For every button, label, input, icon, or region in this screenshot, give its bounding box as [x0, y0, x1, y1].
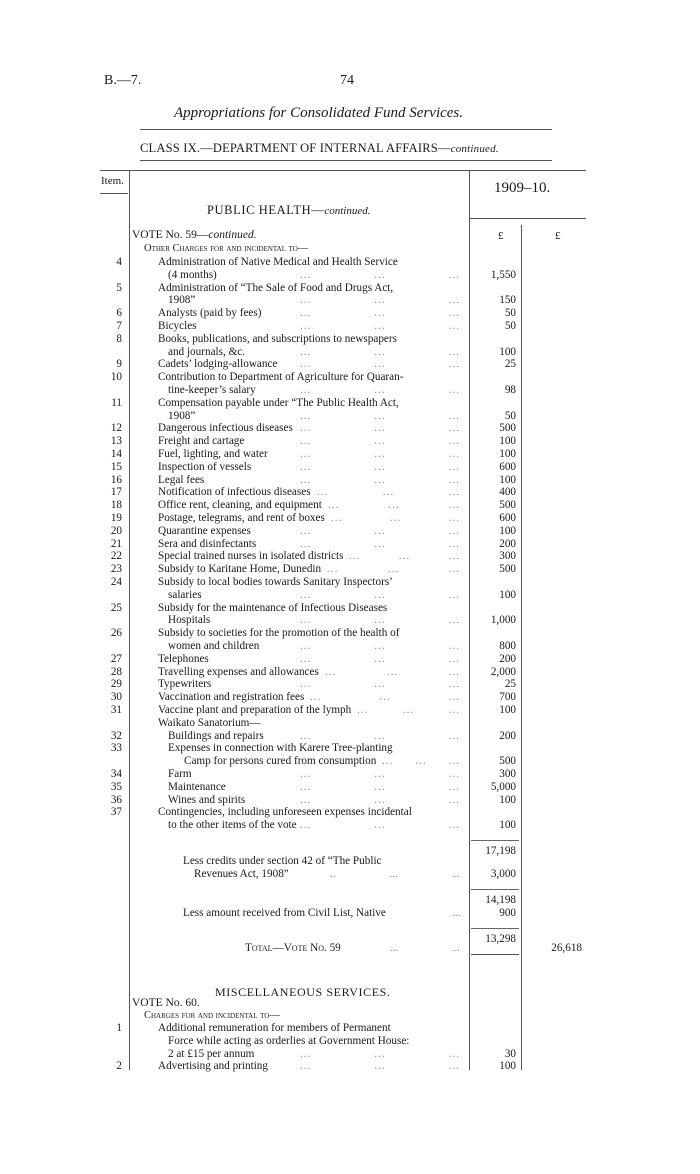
table-row — [0, 461, 700, 474]
table-row — [0, 627, 700, 640]
dot-leader: ... ... ... — [300, 614, 460, 627]
class-continued: continued. — [450, 143, 499, 155]
item-number: 26 — [110, 627, 122, 640]
item-description: (4 months) — [168, 268, 217, 281]
item-number: 19 — [110, 512, 122, 524]
less-civil-list-label: Less amount received from Civil List, Native — [183, 907, 386, 919]
dot-leader: ... ... ... — [300, 640, 460, 652]
table-row — [0, 346, 700, 359]
report-reference: B.—7. — [104, 73, 142, 88]
page-number: 74 — [340, 73, 354, 88]
dot-leader: ... ... ... — [300, 345, 460, 358]
item-description: Additional remuneration for members of Permanent — [158, 1022, 391, 1034]
item-description: Administration of “The Sale of Food and Drugs Act, — [158, 281, 394, 294]
year-header-rule — [469, 218, 586, 219]
item-number: 23 — [110, 563, 122, 576]
item-description: women and children — [168, 640, 260, 652]
subtotal-rule — [471, 889, 519, 890]
vote-title: VOTE No. 59— — [132, 229, 209, 241]
dot-leader: ... ... ... — [328, 499, 460, 512]
dot-leader: ... ... ... — [325, 665, 460, 678]
item-number: 11 — [111, 396, 122, 409]
dot-leader: ... ... ... — [300, 384, 460, 396]
item-number: 14 — [110, 448, 122, 460]
item-description: 1908” — [168, 409, 196, 422]
dot-leader: ... ... ... — [300, 422, 460, 435]
item-amount: 300 — [499, 550, 516, 563]
item-description: Subsidy to societies for the promotion of the health of — [158, 627, 400, 640]
item-amount: 500 — [499, 499, 516, 512]
item-number: 25 — [110, 601, 122, 614]
item-description: Administration of Native Medical and Health Service — [158, 256, 398, 268]
less-credits-label: Less credits under section 42 of “The Public — [183, 855, 382, 867]
dot-leader: ... ... ... — [300, 435, 460, 448]
item-number: 7 — [116, 320, 122, 332]
item-description: Travelling expenses and allowances — [158, 665, 319, 678]
table-row — [0, 1060, 700, 1073]
item-amount: 1,000 — [490, 614, 516, 627]
item-amount: 100 — [499, 448, 516, 460]
subtotal-amount: 17,198 — [485, 845, 516, 857]
section-heading-public-health — [207, 203, 370, 218]
item-description: Expenses in connection with Karere Tree-planting — [168, 742, 393, 755]
table-row — [0, 538, 700, 551]
less-civil-list-amount: 900 — [499, 907, 516, 919]
dot-leader: ... ... ... — [357, 704, 460, 716]
class-heading — [140, 141, 499, 156]
currency-symbol: £ — [498, 230, 504, 242]
table-row — [0, 269, 700, 282]
item-number: 9 — [116, 358, 122, 371]
item-amount: 100 — [499, 524, 516, 537]
divider — [140, 129, 552, 130]
item-description: Analysts (paid by fees) — [158, 307, 262, 320]
dot-leader: ... ... ... — [300, 537, 460, 550]
table-row — [0, 358, 700, 371]
item-description: Notification of infectious diseases — [158, 486, 311, 499]
table-row — [0, 294, 700, 307]
item-description: Postage, telegrams, and rent of boxes — [158, 512, 325, 524]
item-description: Vaccination and registration fees — [158, 691, 305, 704]
dot-leader: ... ... ... — [300, 358, 460, 371]
item-amount: 200 — [499, 652, 516, 665]
dot-leader: ... ... ... — [300, 409, 460, 422]
item-amount: 100 — [499, 345, 516, 358]
item-description: salaries — [168, 588, 202, 601]
table-row — [0, 1022, 700, 1035]
item-number: 31 — [110, 704, 122, 716]
table-row — [0, 717, 700, 730]
table-row — [0, 653, 700, 666]
table-row — [0, 576, 700, 589]
dot-leader: ... ... ... — [310, 691, 460, 704]
item-amount: 100 — [499, 473, 516, 486]
item-amount: 25 — [504, 358, 516, 371]
item-number: 35 — [110, 780, 122, 793]
table-row — [0, 448, 700, 461]
item-header-rule — [100, 193, 128, 194]
item-description: Farm — [168, 768, 192, 780]
dot-leader: ... ... ... — [300, 588, 460, 601]
item-description: Contribution to Department of Agriculture for Quaran- — [158, 371, 404, 384]
item-description: Freight and cartage — [158, 435, 245, 448]
vote-60-label: VOTE No. 60. — [132, 997, 200, 1009]
item-description: Office rent, cleaning, and equipment — [158, 499, 322, 512]
item-number: 8 — [116, 332, 122, 345]
item-description: Compensation payable under “The Public Health Act, — [158, 396, 399, 409]
item-description: Quarantine expenses — [158, 524, 251, 537]
item-amount: 300 — [499, 768, 516, 780]
vote-59-label — [132, 229, 257, 241]
item-number: 15 — [110, 460, 122, 473]
table-row — [0, 397, 700, 410]
table-row — [0, 435, 700, 448]
item-description: tine-keeper’s salary — [168, 384, 256, 396]
table-row — [0, 1035, 700, 1048]
table-row — [0, 640, 700, 653]
table-row — [0, 563, 700, 576]
table-row — [0, 525, 700, 538]
dot-leader: ... ... ... — [349, 550, 460, 563]
table-row — [0, 730, 700, 743]
dot-leader: ... ... ... — [327, 563, 460, 576]
dot-leader: .. ... ... — [330, 868, 460, 880]
page-title: Appropriations for Consolidated Fund Services. — [174, 105, 464, 121]
item-amount: 5,000 — [490, 780, 516, 793]
item-amount: 100 — [499, 435, 516, 448]
item-number: 22 — [110, 550, 122, 563]
item-description: and journals, &c. — [168, 345, 246, 358]
table-row — [0, 486, 700, 499]
item-description: Wines and spirits — [168, 793, 246, 806]
table-row — [0, 282, 700, 295]
charges-heading: Charges for and incidental to— — [144, 1010, 280, 1021]
table-row — [0, 307, 700, 320]
table-row — [0, 704, 700, 717]
dot-leader: ... ... ... — [300, 1047, 460, 1060]
item-description: 2 at £15 per annum — [168, 1047, 255, 1060]
less-credits-amount: 3,000 — [490, 868, 516, 880]
item-number: 21 — [110, 537, 122, 550]
item-number: 18 — [110, 499, 122, 512]
item-amount: 1,550 — [490, 268, 516, 281]
item-amount: 100 — [499, 819, 516, 832]
table-row — [0, 781, 700, 794]
item-amount: 500 — [499, 422, 516, 435]
item-description: Inspection of vessels — [158, 460, 252, 473]
subtotal-amount: 14,198 — [485, 894, 516, 906]
class-title: CLASS IX.—DEPARTMENT OF INTERNAL AFFAIRS— — [140, 141, 451, 155]
item-description: Hospitals — [168, 614, 211, 627]
item-description: Fuel, lighting, and water — [158, 448, 268, 460]
item-description: Buildings and repairs — [168, 729, 264, 742]
table-top-rule — [100, 170, 586, 171]
item-amount: 100 — [499, 1060, 516, 1073]
dot-leader: ... ... ... — [382, 755, 460, 768]
item-column-header: Item. — [101, 175, 124, 187]
item-description: Telephones — [158, 652, 209, 665]
table-row — [0, 333, 700, 346]
table-row — [0, 320, 700, 333]
item-amount: 400 — [499, 486, 516, 499]
vote-continued: continued. — [208, 229, 257, 241]
item-amount: 600 — [499, 460, 516, 473]
table-row — [0, 755, 700, 768]
item-number: 16 — [110, 473, 122, 486]
item-number: 27 — [110, 652, 122, 665]
item-description: Books, publications, and subscriptions to newspapers — [158, 332, 397, 345]
table-row — [0, 256, 700, 269]
item-description: Maintenance — [168, 780, 226, 793]
item-amount: 50 — [504, 307, 516, 320]
table-row — [0, 614, 700, 627]
item-number: 5 — [116, 281, 122, 294]
item-amount: 500 — [499, 563, 516, 576]
subtotal-rule — [471, 840, 519, 841]
item-amount: 150 — [499, 294, 516, 307]
item-amount: 50 — [504, 320, 516, 332]
dot-leader: ... ... ... — [300, 780, 460, 793]
item-amount: 50 — [504, 409, 516, 422]
item-number: 13 — [110, 435, 122, 448]
dot-leader: ... ... ... — [300, 448, 460, 460]
item-number: 28 — [110, 665, 122, 678]
item-number: 1 — [116, 1022, 122, 1034]
less-credits-label-2: Revenues Act, 1908” — [194, 868, 289, 880]
vote-total-amount: 26,618 — [551, 942, 582, 954]
item-amount: 100 — [499, 793, 516, 806]
item-amount: 200 — [499, 729, 516, 742]
dot-leader: ... ... ... — [300, 524, 460, 537]
table-row — [0, 422, 700, 435]
dot-leader: ... ... ... — [331, 512, 460, 524]
currency-symbol: £ — [555, 230, 561, 242]
total-rule — [471, 954, 519, 955]
item-description: Bicycles — [158, 320, 197, 332]
item-number: 2 — [116, 1060, 122, 1073]
item-number: 33 — [110, 742, 122, 755]
item-number: 17 — [110, 486, 122, 499]
item-description: Subsidy to local bodies towards Sanitary Inspectors’ — [158, 576, 393, 588]
item-amount: 25 — [504, 678, 516, 691]
item-description: Typewriters — [158, 678, 212, 691]
item-number: 29 — [110, 678, 122, 691]
table-row — [0, 550, 700, 563]
table-row — [0, 794, 700, 807]
item-description: Dangerous infectious diseases — [158, 422, 293, 435]
item-description: Vaccine plant and preparation of the lymph — [158, 704, 352, 716]
item-number: 10 — [110, 371, 122, 384]
table-row — [0, 410, 700, 423]
item-description: Camp for persons cured from consumption — [184, 755, 377, 768]
item-number: 12 — [110, 422, 122, 435]
item-number: 30 — [110, 691, 122, 704]
table-row — [0, 384, 700, 397]
table-row — [0, 768, 700, 781]
table-row — [0, 691, 700, 704]
section-title: PUBLIC HEALTH— — [207, 203, 325, 217]
item-number: 36 — [110, 793, 122, 806]
dot-leader: ... ... ... — [317, 486, 460, 499]
item-description: 1908” — [168, 294, 196, 307]
item-description: Subsidy to Karitane Home, Dunedin — [158, 563, 322, 576]
item-amount: 200 — [499, 537, 516, 550]
dot-leader: ... ... ... — [300, 294, 460, 307]
item-number: 32 — [110, 729, 122, 742]
table-row — [0, 666, 700, 679]
table-row — [0, 742, 700, 755]
table-row — [0, 512, 700, 525]
subtotal-rule — [471, 928, 519, 929]
section-heading-misc: MISCELLANEOUS SERVICES. — [215, 985, 391, 999]
item-number: 37 — [110, 806, 122, 819]
charges-heading: Other Charges for and incidental to— — [144, 243, 309, 254]
dot-leader: ... ... ... — [300, 473, 460, 486]
item-number: 24 — [110, 576, 122, 588]
dot-leader: ... ... ... — [300, 652, 460, 665]
item-description: Contingencies, including unforeseen expenses incidental — [158, 806, 412, 819]
item-description: Waikato Sanatorium— — [158, 716, 261, 729]
item-number: 34 — [110, 768, 122, 780]
dot-leader: ... ... ... — [300, 793, 460, 806]
table-row — [0, 589, 700, 602]
dot-leader: ... ... — [390, 942, 460, 954]
item-amount: 100 — [499, 704, 516, 716]
item-description: Advertising and printing — [158, 1060, 268, 1073]
item-description: Legal fees — [158, 473, 205, 486]
table-row — [0, 499, 700, 512]
item-amount: 700 — [499, 691, 516, 704]
dot-leader: ... — [452, 907, 461, 919]
item-amount: 98 — [504, 384, 516, 396]
item-description: Force while acting as orderlies at Government House: — [168, 1034, 410, 1047]
section-continued: continued. — [324, 205, 371, 217]
item-description: Special trained nurses in isolated districts — [158, 550, 344, 563]
dot-leader: ... ... ... — [300, 460, 460, 473]
dot-leader: ... ... ... — [300, 768, 460, 780]
dot-leader: ... ... ... — [300, 268, 460, 281]
dot-leader: ... ... ... — [300, 1060, 460, 1073]
vote-total-label: Total—Vote No. 59 — [245, 942, 341, 954]
table-row — [0, 806, 700, 819]
item-number: 6 — [116, 307, 122, 320]
item-amount: 30 — [504, 1047, 516, 1060]
table-row — [0, 474, 700, 487]
divider — [140, 160, 552, 161]
item-description: to the other items of the vote — [168, 819, 297, 832]
item-description: Sera and disinfectants — [158, 537, 257, 550]
dot-leader: ... ... ... — [300, 307, 460, 320]
dot-leader: ... ... ... — [300, 729, 460, 742]
dot-leader: ... ... ... — [300, 320, 460, 332]
subtotal-amount: 13,298 — [485, 933, 516, 945]
item-amount: 500 — [499, 755, 516, 768]
table-row — [0, 371, 700, 384]
dot-leader: ... ... ... — [300, 678, 460, 691]
item-amount: 100 — [499, 588, 516, 601]
table-row — [0, 678, 700, 691]
item-description: Subsidy for the maintenance of Infectious Diseases — [158, 601, 388, 614]
item-number: 4 — [116, 256, 122, 268]
item-amount: 800 — [499, 640, 516, 652]
dot-leader: ... ... ... — [300, 819, 460, 832]
year-column-header: 1909–10. — [494, 180, 551, 196]
item-amount: 2,000 — [490, 665, 516, 678]
table-row — [0, 602, 700, 615]
table-row — [0, 819, 700, 832]
table-row — [0, 1048, 700, 1061]
item-amount: 600 — [499, 512, 516, 524]
item-number: 20 — [110, 524, 122, 537]
item-description: Cadets’ lodging-allowance — [158, 358, 278, 371]
